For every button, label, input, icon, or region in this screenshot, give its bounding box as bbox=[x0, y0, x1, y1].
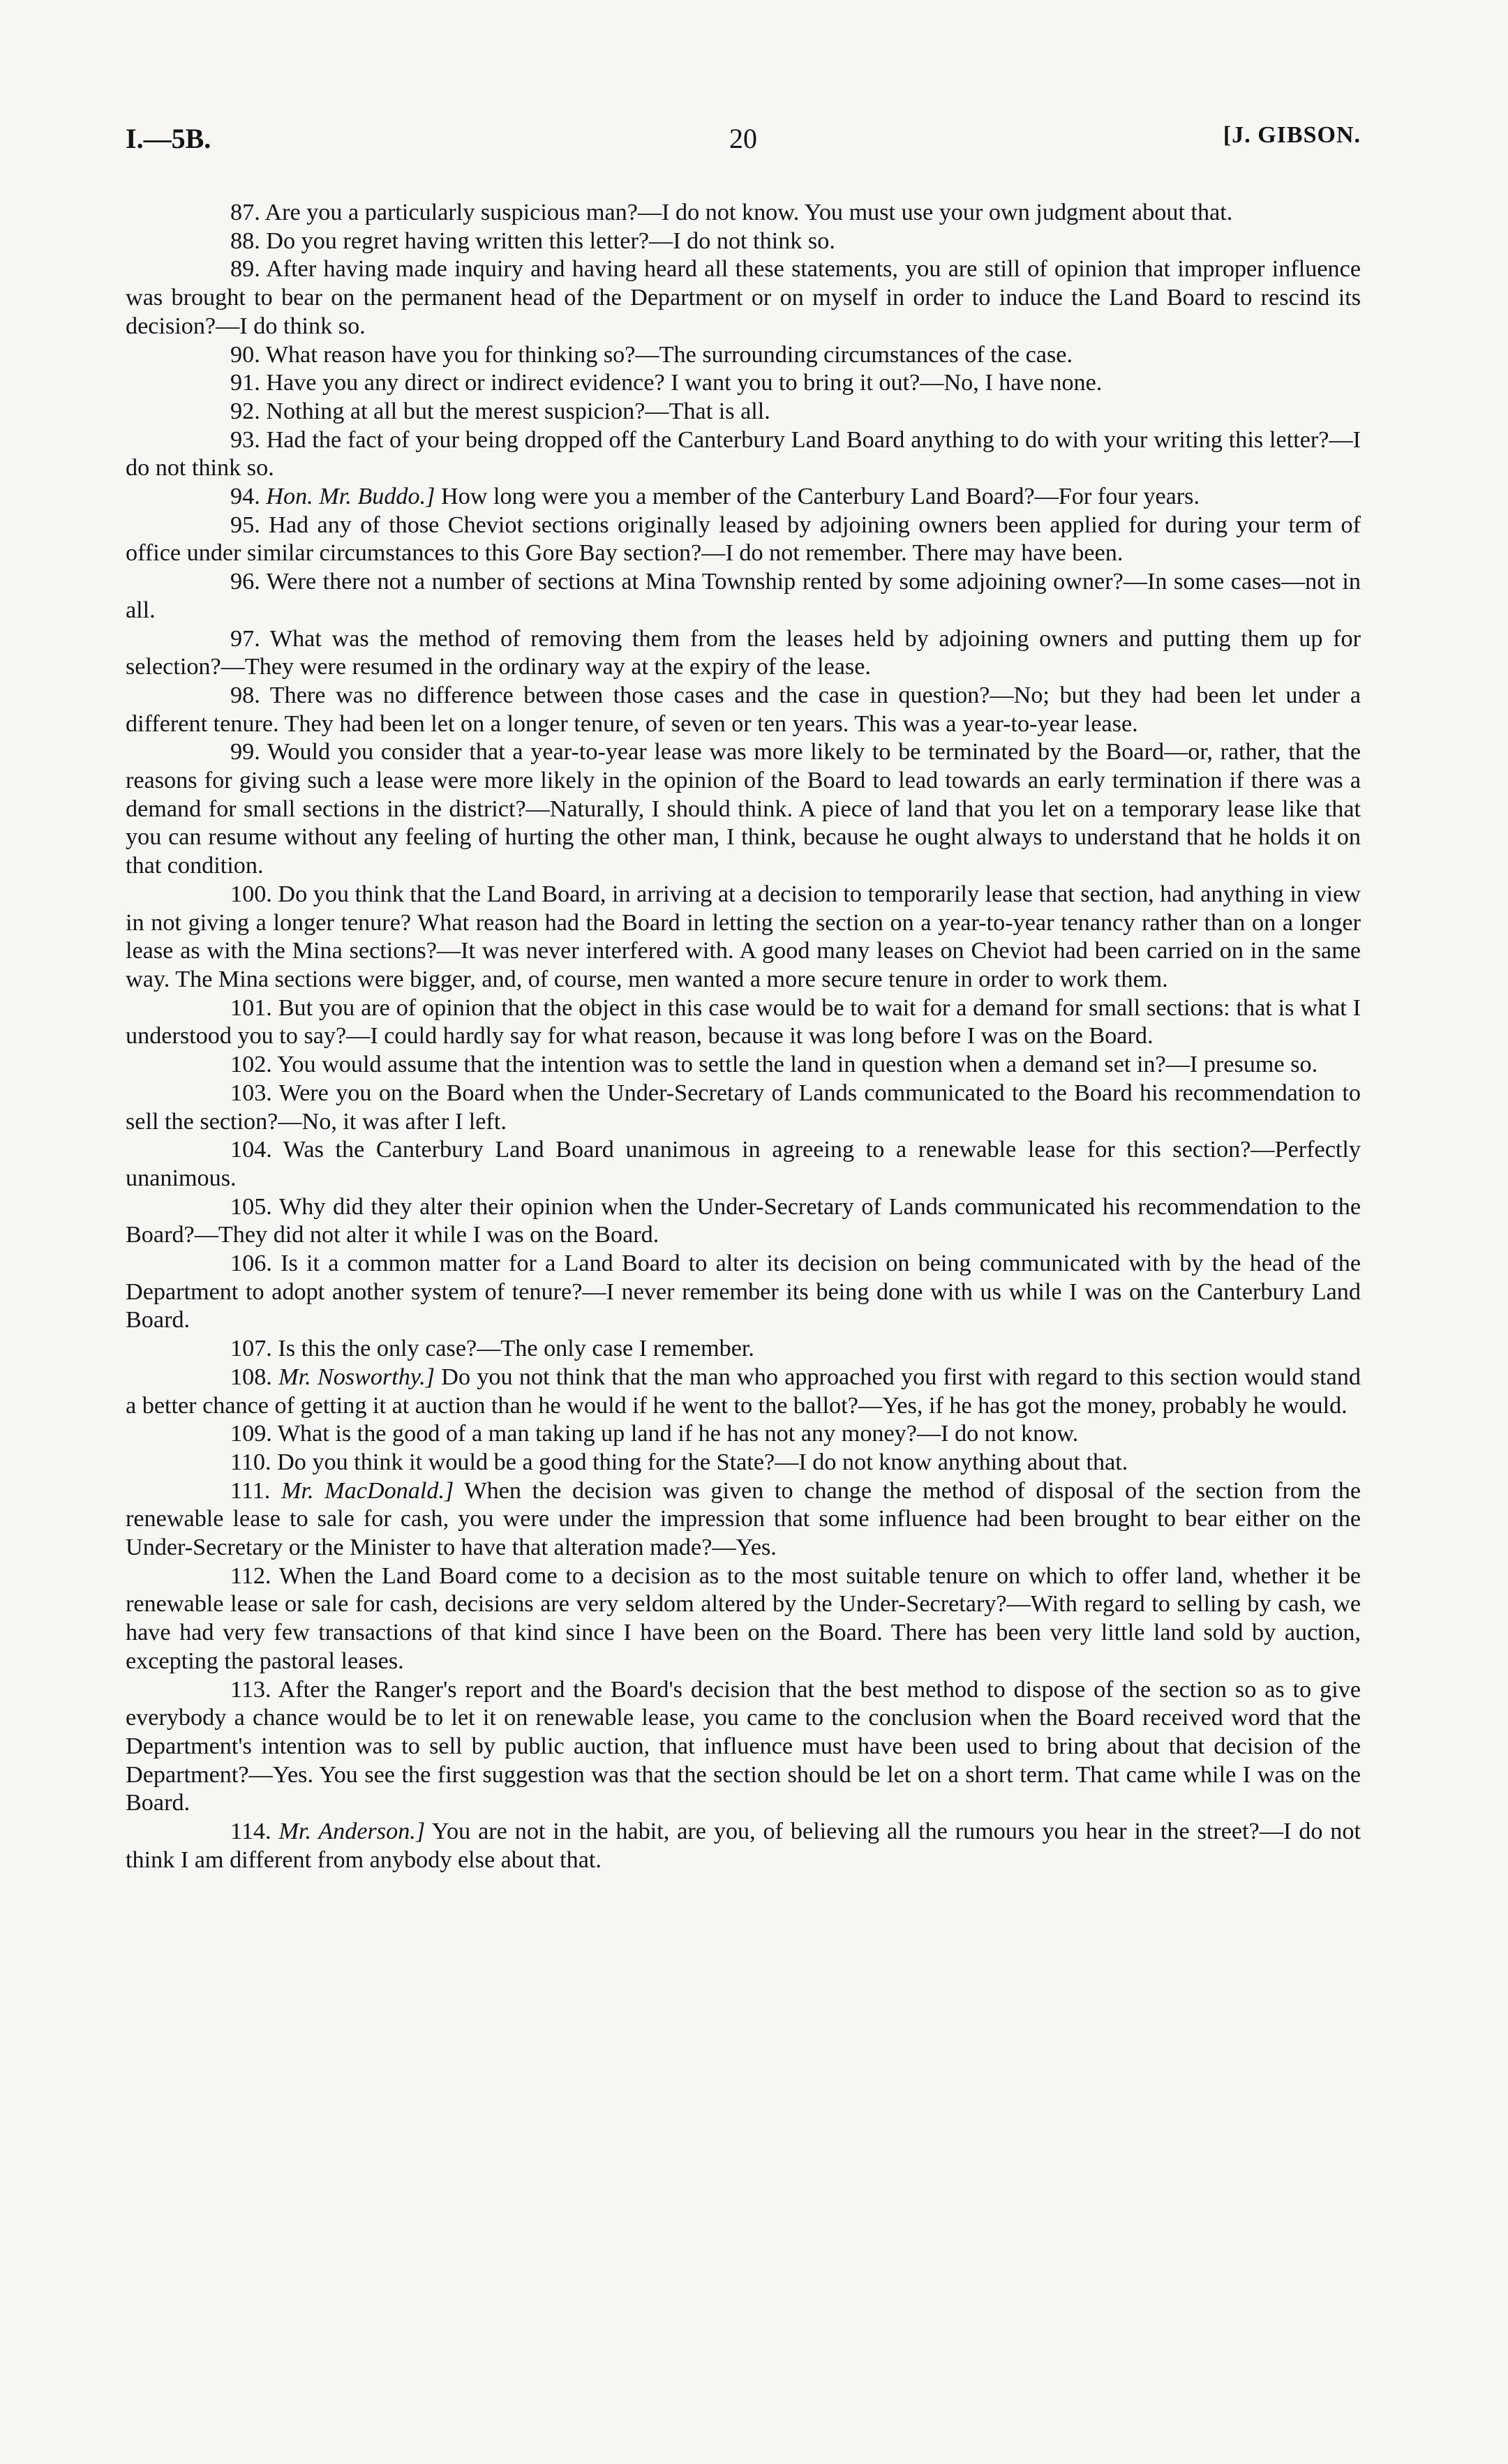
question-text: Is this the only case?—The only case I remember. bbox=[278, 1336, 754, 1362]
question-paragraph bbox=[126, 1420, 1361, 1449]
question-paragraph bbox=[126, 1335, 1361, 1364]
question-paragraph bbox=[126, 1136, 1361, 1193]
question-paragraph bbox=[126, 1449, 1361, 1477]
question-text: What was the method of removing them from the leases held by adjoining owners and putting them up for selection?—They were resumed in the ordinary way at the expiry of the lease. bbox=[126, 625, 1361, 680]
question-paragraph bbox=[126, 1364, 1361, 1420]
question-number: 110. bbox=[230, 1449, 271, 1475]
question-number: 102. bbox=[230, 1052, 272, 1078]
question-paragraph bbox=[126, 398, 1361, 426]
question-text: Were there not a number of sections at Mina Township rented by some adjoining owner?—In some cases—not in all. bbox=[126, 569, 1361, 623]
question-number: 111. bbox=[230, 1477, 271, 1504]
question-text: Would you consider that a year-to-year lease was more likely to be terminated by the Board—or, rather, that the reasons for giving such a lease were more likely in the opinion of the Board to lead towards an early termination if there was a demand for small sections in the district?—Naturally, I should think. A piece of land that you let on a temporary lease like that you can resume without any feeling of hurting the other man, I think, because he ought always to understand that he holds it on that condition. bbox=[126, 739, 1361, 879]
question-text: Were you on the Board when the Under-Secretary of Lands communicated to the Board his recommendation to sell the section?—No, it was after I left. bbox=[126, 1080, 1361, 1135]
question-paragraph bbox=[126, 426, 1361, 483]
question-number: 112. bbox=[230, 1562, 271, 1589]
question-number: 98. bbox=[230, 682, 260, 708]
question-paragraph bbox=[126, 369, 1361, 398]
document-page bbox=[126, 122, 1361, 1874]
question-number: 89. bbox=[230, 256, 260, 283]
question-paragraph bbox=[126, 1080, 1361, 1136]
page-number: 20 bbox=[729, 123, 757, 154]
speaker-name: Mr. MacDonald.] bbox=[281, 1477, 454, 1504]
witness-name: [J. GIBSON. bbox=[1223, 122, 1361, 148]
speaker-name: Mr. Nosworthy.] bbox=[278, 1364, 435, 1390]
question-paragraph bbox=[126, 881, 1361, 994]
question-text: Do you think that the Land Board, in arriving at a decision to temporarily lease that section, had anything in view in not giving a longer tenure? What reason had the Board in letting the section on a year-to-year tenancy rather than on a longer lease as with the Mina sections?—It was never interfered with. A good many leases on Cheviot had been carried on in the same way. The Mina sections were bigger, and, of course, men wanted a more secure tenure in order to work them. bbox=[126, 881, 1361, 992]
question-number: 99. bbox=[230, 739, 260, 766]
question-paragraph bbox=[126, 1562, 1361, 1676]
question-paragraph bbox=[126, 1051, 1361, 1080]
question-number: 88. bbox=[230, 227, 260, 254]
question-paragraph bbox=[126, 199, 1361, 227]
question-text: When the decision was given to change the method of disposal of the section from the renewable lease to sale for cash, you were under the impression that some influence had been brought to bear either on the Under-Secretary or the Minister to have that alteration made?—Yes. bbox=[126, 1477, 1361, 1561]
question-number: 100. bbox=[230, 881, 272, 907]
question-text: What is the good of a man taking up land if he has not any money?—I do not know. bbox=[277, 1421, 1079, 1447]
question-number: 93. bbox=[230, 426, 260, 453]
question-text: Are you a particularly suspicious man?—I do not know. You must use your own judgment about that. bbox=[264, 200, 1233, 225]
page-header bbox=[126, 122, 1361, 171]
question-paragraph bbox=[126, 568, 1361, 625]
question-paragraph bbox=[126, 625, 1361, 682]
question-paragraph bbox=[126, 255, 1361, 341]
question-text: You are not in the habit, are you, of believing all the rumours you hear in the street?—I do not think I am different from anybody else about that. bbox=[126, 1819, 1361, 1873]
question-paragraph bbox=[126, 1676, 1361, 1819]
question-text: Why did they alter their opinion when the Under-Secretary of Lands communicated his recommendation to the Board?—They did not alter it while I was on the Board. bbox=[126, 1193, 1361, 1248]
question-text: When the Land Board come to a decision as to the most suitable tenure on which to offer land, whether it be renewable lease or sale for cash, decisions are very seldom altered by the Under-Secretary?—With regard to selling by cash, we have had very few transactions of that kind since I have been on the Board. There has been very little land sold by auction, excepting the pastoral leases. bbox=[126, 1562, 1361, 1674]
question-paragraph bbox=[126, 682, 1361, 738]
question-text: How long were you a member of the Canterbury Land Board?—For four years. bbox=[441, 484, 1200, 510]
speaker-name: Hon. Mr. Buddo.] bbox=[266, 484, 435, 510]
question-number: 96. bbox=[230, 569, 260, 595]
question-text: Had the fact of your being dropped off the Canterbury Land Board anything to do with your writing this letter?—I do not think so. bbox=[126, 426, 1361, 481]
question-paragraph bbox=[126, 994, 1361, 1051]
question-number: 92. bbox=[230, 398, 260, 424]
question-text: After having made inquiry and having heard all these statements, you are still of opinion that improper influence was brought to bear on the permanent head of the Department or on myself in order to induce the Land Board to rescind its decision?—I do think so. bbox=[126, 256, 1361, 339]
question-text: After the Ranger's report and the Board's decision that the best method to dispose of the section so as to give everybody a chance would be to let it on renewable lease, you came to the conclusion when the Board received word that the Department's intention was to sell by public auction, that influence must have been used to bring about that decision of the Department?—Yes. You see the first suggestion was that the section should be let on a short term. That came while I was on the Board. bbox=[126, 1676, 1361, 1816]
question-number: 106. bbox=[230, 1250, 272, 1277]
speaker-name: Mr. Anderson.] bbox=[278, 1819, 426, 1845]
question-text: There was no difference between those cases and the case in question?—No; but they had been let under a different tenure. They had been let on a longer tenure, of seven or ten years. This was a year-to-year lease. bbox=[126, 682, 1361, 737]
question-text: Do you think it would be a good thing for the State?—I do not know anything about that. bbox=[277, 1449, 1128, 1475]
question-text: Had any of those Cheviot sections originally leased by adjoining owners been applied for during your term of office under similar circumstances to this Gore Bay section?—I do not remember. There may have been. bbox=[126, 512, 1361, 567]
question-paragraph bbox=[126, 738, 1361, 881]
question-text: You would assume that the intention was to settle the land in question when a demand set in?—I presume so. bbox=[277, 1052, 1318, 1078]
question-number: 94. bbox=[230, 484, 260, 510]
question-paragraph bbox=[126, 1250, 1361, 1335]
paper-reference: I.—5B. bbox=[126, 123, 211, 154]
question-number: 101. bbox=[230, 994, 272, 1021]
question-text: But you are of opinion that the object in this case would be to wait for a demand for small sections: that is what I understood you to say?—I could hardly say for what reason, because it was long before I was on the Board. bbox=[126, 994, 1361, 1050]
question-number: 105. bbox=[230, 1193, 272, 1220]
question-text: Do you not think that the man who approached you first with regard to this section would stand a better chance of getting it at auction than he would if he went to the ballot?—Yes, if he has got the money, probably he would. bbox=[126, 1364, 1361, 1419]
question-text: Do you regret having written this letter?—I do not think so. bbox=[266, 227, 835, 254]
question-number: 90. bbox=[230, 341, 260, 368]
question-paragraph bbox=[126, 483, 1361, 512]
question-number: 113. bbox=[230, 1676, 271, 1703]
question-number: 114. bbox=[230, 1819, 271, 1845]
question-number: 108. bbox=[230, 1364, 272, 1390]
question-number: 87. bbox=[230, 200, 260, 225]
question-paragraph bbox=[126, 341, 1361, 370]
testimony-body bbox=[126, 199, 1361, 1874]
question-text: Nothing at all but the merest suspicion?—That is all. bbox=[266, 398, 770, 424]
question-number: 107. bbox=[230, 1336, 272, 1362]
question-number: 95. bbox=[230, 512, 260, 538]
question-text: Was the Canterbury Land Board unanimous in agreeing to a renewable lease for this section?—Perfectly unanimous. bbox=[126, 1137, 1361, 1191]
question-number: 103. bbox=[230, 1080, 272, 1106]
question-text: Is it a common matter for a Land Board to alter its decision on being communicated with by the head of the Department to adopt another system of tenure?—I never remember its being done with us while I was on the Canterbury Land Board. bbox=[126, 1250, 1361, 1334]
question-number: 97. bbox=[230, 625, 260, 652]
question-number: 104. bbox=[230, 1137, 272, 1163]
question-number: 91. bbox=[230, 370, 260, 396]
question-paragraph bbox=[126, 512, 1361, 568]
question-paragraph bbox=[126, 1477, 1361, 1562]
question-text: Have you any direct or indirect evidence? I want you to bring it out?—No, I have none. bbox=[266, 370, 1103, 396]
question-paragraph bbox=[126, 1818, 1361, 1874]
question-number: 109. bbox=[230, 1421, 272, 1447]
question-paragraph bbox=[126, 227, 1361, 256]
question-paragraph bbox=[126, 1193, 1361, 1250]
question-text: What reason have you for thinking so?—The surrounding circumstances of the case. bbox=[265, 341, 1073, 368]
